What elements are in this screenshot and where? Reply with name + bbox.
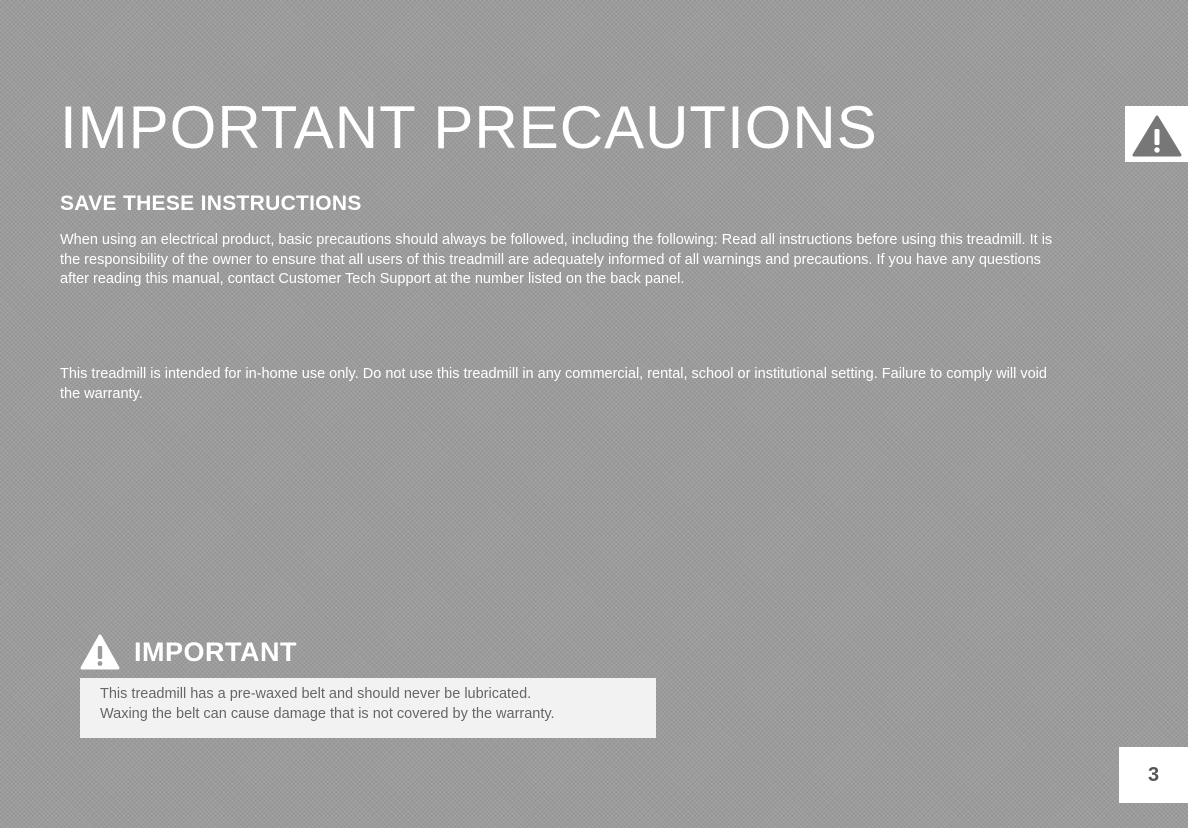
warning-triangle-icon bbox=[1131, 114, 1183, 158]
important-notice-box bbox=[80, 678, 656, 738]
side-warning-tab bbox=[1125, 106, 1188, 162]
intro-paragraph: When using an electrical product, basic precautions should always be followed, including the following: Read all instructions before using this treadmill. It is the responsibility of the owner to ensure that all users of this treadmill are adequately informed of all warnings and precautions. If you have any questions after reading this manual, contact Customer Tech Support at the number listed on the back panel. bbox=[60, 232, 1053, 287]
usage-paragraph: This treadmill is intended for in-home use only. Do not use this treadmill in any commercial, rental, school or institutional setting. Failure to comply will void the warranty. bbox=[60, 366, 1047, 402]
page-title: IMPORTANT PRECAUTIONS bbox=[60, 94, 878, 161]
important-notice-line: This treadmill has a pre-waxed belt and should never be lubricated. bbox=[100, 686, 532, 702]
important-heading bbox=[80, 633, 297, 671]
section-subtitle: SAVE THESE INSTRUCTIONS bbox=[60, 192, 362, 215]
page-number: 3 bbox=[1147, 763, 1160, 786]
page-number-box bbox=[1119, 747, 1188, 803]
warning-triangle-icon bbox=[80, 634, 120, 670]
important-label: IMPORTANT bbox=[134, 636, 297, 667]
important-notice-line: Waxing the belt can cause damage that is not covered by the warranty. bbox=[100, 706, 555, 722]
